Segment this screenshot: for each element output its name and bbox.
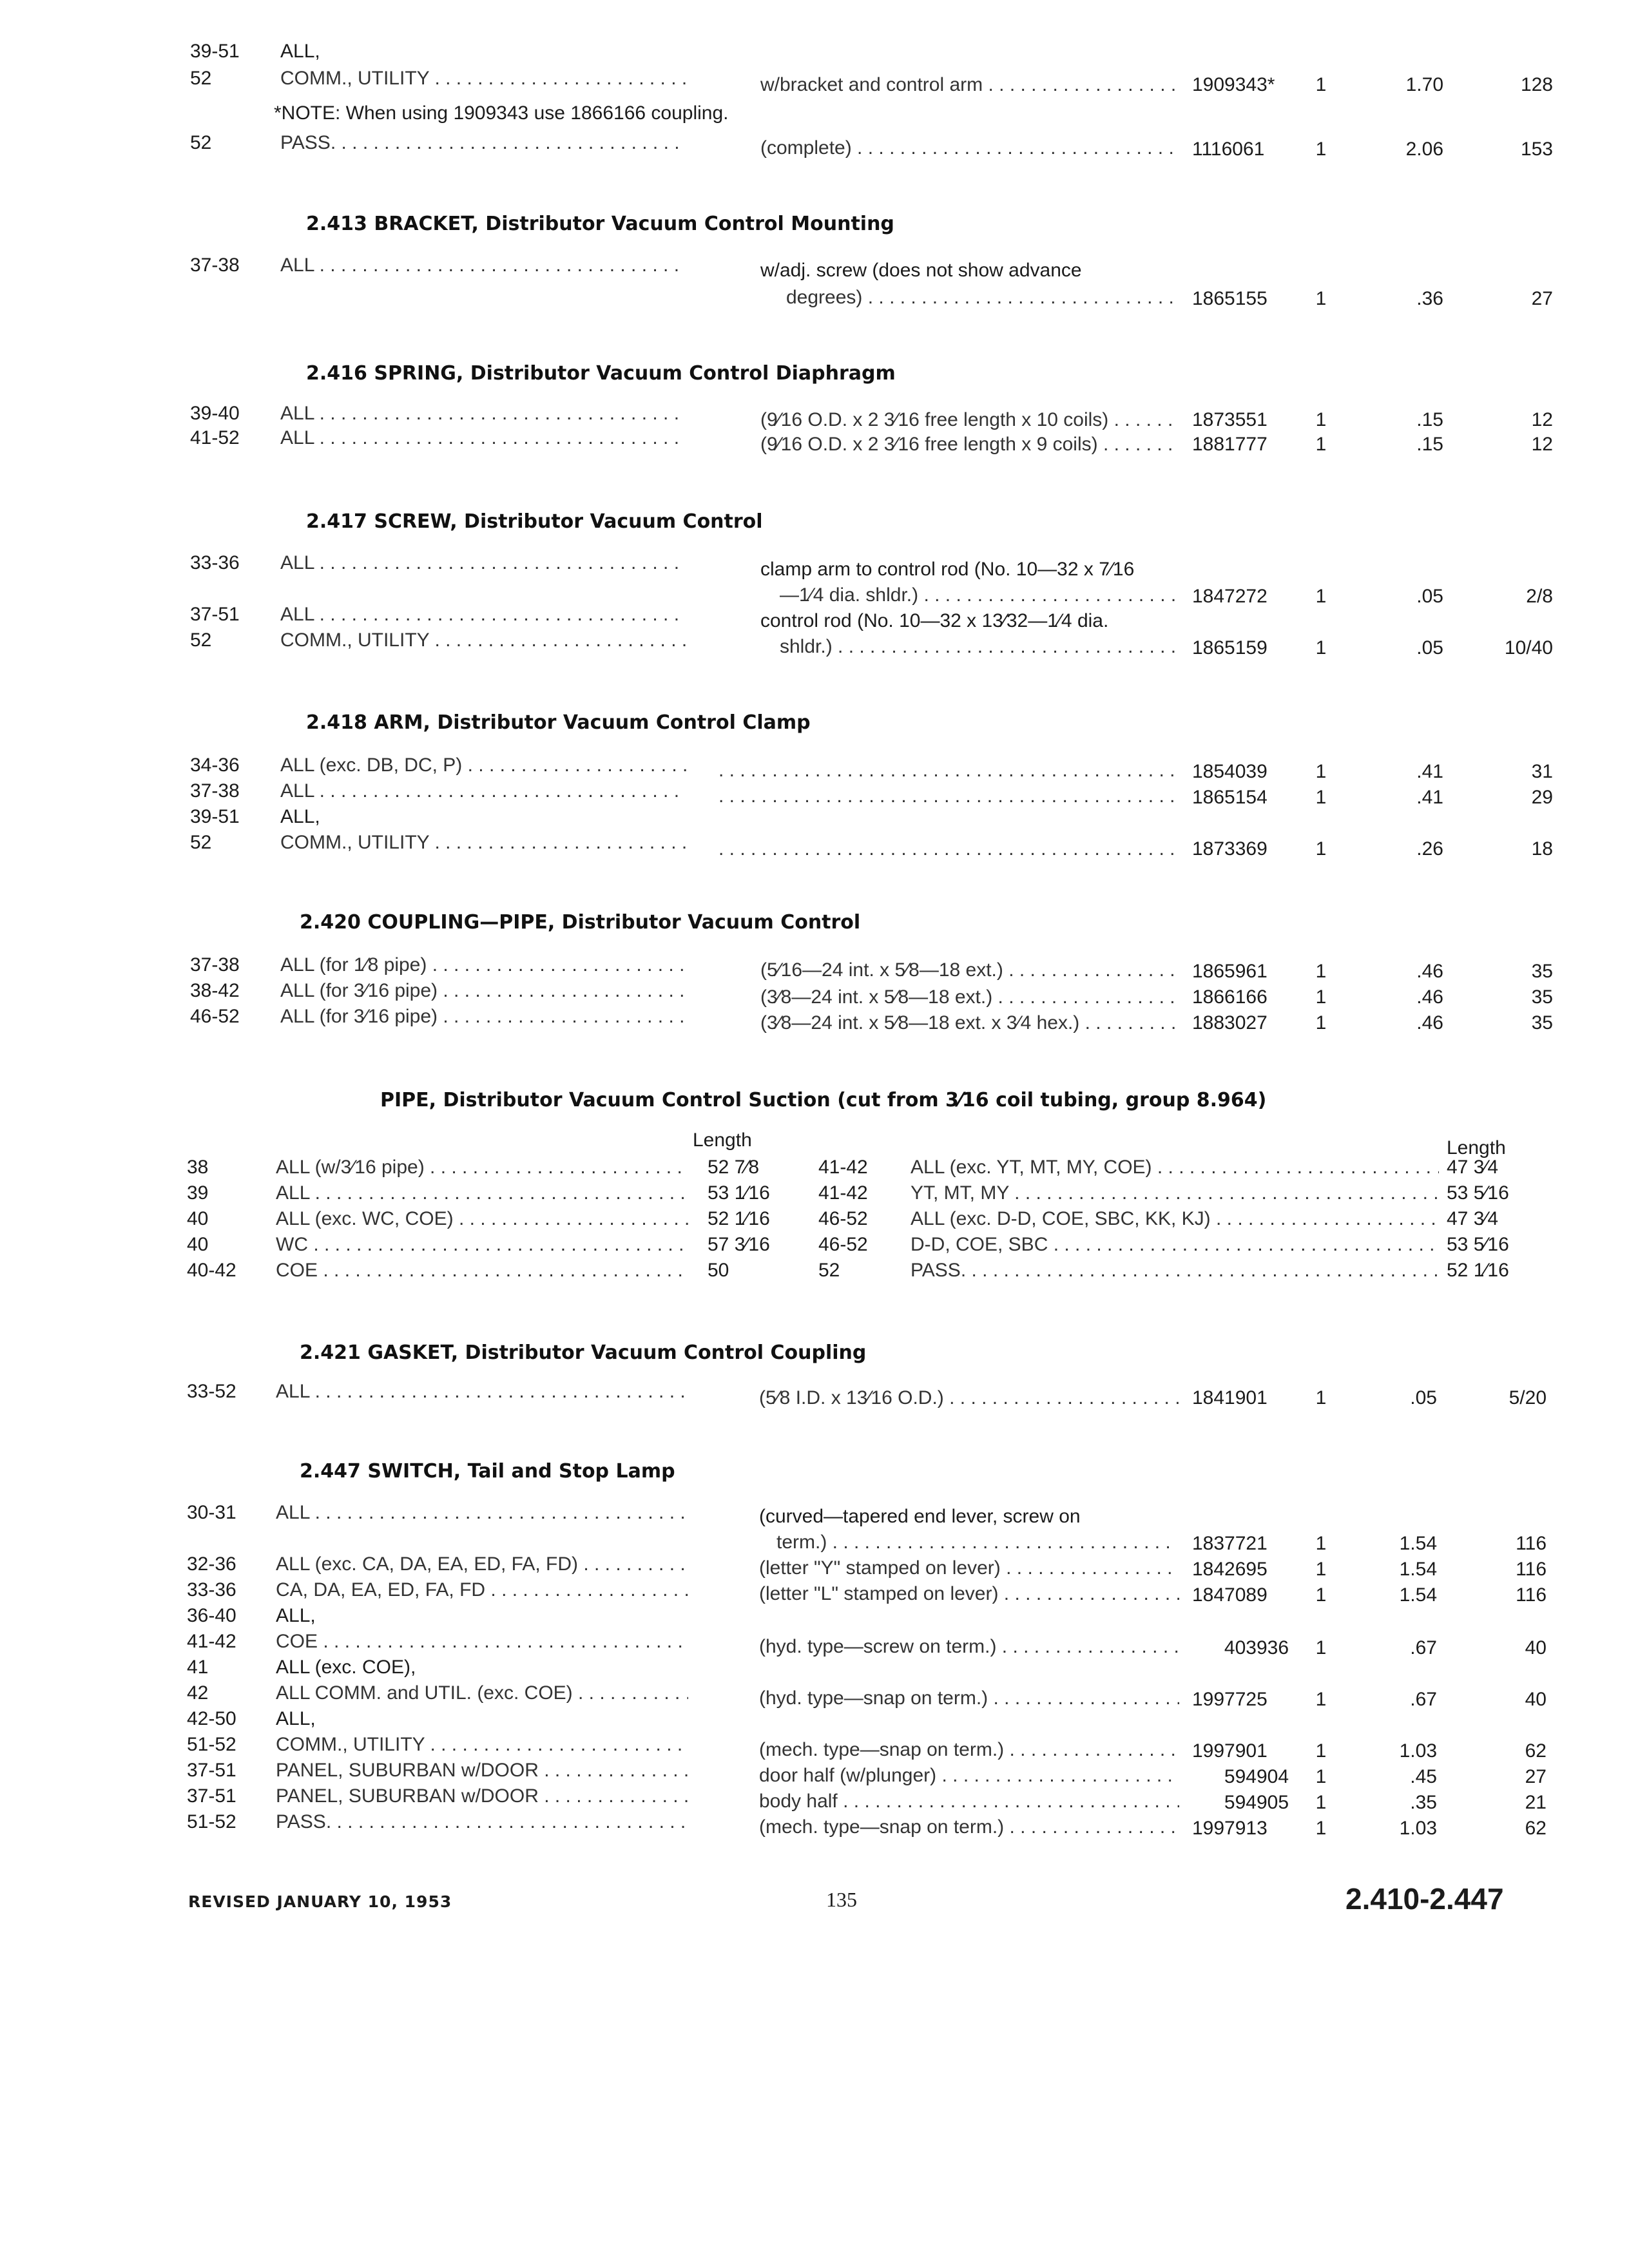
description-cell: clamp arm to control rod (No. 10—32 x 7⁄16	[760, 559, 1135, 580]
code: 40	[1525, 1637, 1547, 1658]
quantity: 1	[1315, 986, 1327, 1008]
years-cell: 52	[190, 68, 212, 89]
code: 62	[1525, 1740, 1547, 1762]
part-number: 1997725	[1192, 1689, 1268, 1710]
years-cell: 37-51	[187, 1760, 236, 1781]
description-cell: (letter "Y" stamped on lever) . . .	[759, 1557, 1179, 1580]
model-cell: PANEL, SUBURBAN w/DOOR . . .	[276, 1785, 688, 1808]
part-number: 1841901	[1192, 1387, 1268, 1408]
years-cell: 41-42	[818, 1157, 868, 1178]
length-value: 57 3⁄16	[708, 1234, 770, 1255]
code: 35	[1531, 986, 1553, 1008]
description-cell: (mech. type—snap on term.) . . .	[759, 1816, 1179, 1839]
part-number: 1865961	[1192, 961, 1268, 982]
price: .05	[1416, 637, 1443, 658]
quantity: 1	[1315, 1012, 1327, 1033]
quantity: 1	[1315, 1818, 1327, 1839]
description-cell: (hyd. type—screw on term.) . . .	[759, 1635, 1179, 1658]
model-cell: ALL . . .	[280, 402, 686, 425]
section-heading: 2.418 ARM, Distributor Vacuum Control Clamp	[306, 711, 811, 734]
section-heading: PIPE, Distributor Vacuum Control Suction (cut from 3⁄16 coil tubing, group 8.964)	[380, 1089, 1267, 1111]
section-heading: 2.447 SWITCH, Tail and Stop Lamp	[300, 1460, 675, 1483]
years-cell: 38	[187, 1157, 209, 1178]
years-cell: 42-50	[187, 1708, 236, 1729]
part-number: 1837721	[1192, 1533, 1268, 1554]
code: 29	[1531, 787, 1553, 808]
part-number: 1865154	[1192, 787, 1268, 808]
price: 1.03	[1399, 1740, 1437, 1762]
code: 35	[1531, 961, 1553, 982]
code: 116	[1516, 1559, 1547, 1580]
model-cell: PASS. . . .	[280, 131, 686, 155]
quantity: 1	[1315, 1559, 1327, 1580]
price: 1.70	[1405, 74, 1443, 95]
description-leader	[718, 838, 1179, 861]
quantity: 1	[1315, 1740, 1327, 1762]
years-cell: 39	[187, 1182, 209, 1204]
quantity: 1	[1315, 409, 1327, 430]
code: 116	[1516, 1584, 1547, 1606]
length-value: 53 5⁄16	[1447, 1182, 1509, 1204]
years-cell: 39-51	[190, 806, 240, 827]
years-cell: 41-42	[818, 1182, 868, 1204]
quantity: 1	[1315, 288, 1327, 309]
years-cell: 33-36	[187, 1579, 236, 1600]
code: 18	[1531, 838, 1553, 860]
description-cell: body half . . .	[759, 1790, 1179, 1813]
years-cell: 37-38	[190, 954, 240, 975]
years-cell: 32-36	[187, 1553, 236, 1575]
price: .41	[1416, 761, 1443, 782]
part-number: 1866166	[1192, 986, 1268, 1008]
price: .35	[1410, 1792, 1437, 1813]
years-cell: 40-42	[187, 1260, 236, 1281]
length-value: 47 3⁄4	[1447, 1157, 1499, 1178]
years-cell: 46-52	[818, 1208, 868, 1229]
years-cell: 37-38	[190, 255, 240, 276]
quantity: 1	[1315, 787, 1327, 808]
model-cell: CA, DA, EA, ED, FA, FD . . .	[276, 1579, 688, 1602]
years-cell: 51-52	[187, 1734, 236, 1755]
model-cell: ALL COMM. and UTIL. (exc. COE) . . .	[276, 1682, 688, 1705]
price: .36	[1416, 288, 1443, 309]
price: 2.06	[1405, 139, 1443, 160]
model-cell: ALL (exc. DB, DC, P) . . .	[280, 754, 686, 777]
price: .46	[1416, 1012, 1443, 1033]
price: .67	[1410, 1637, 1437, 1658]
length-value: 53 5⁄16	[1447, 1234, 1509, 1255]
model-cell: ALL,	[276, 1605, 316, 1626]
description-cell: (hyd. type—snap on term.) . . .	[759, 1687, 1179, 1710]
description-leader	[718, 785, 1179, 808]
model-cell: COMM., UTILITY . . .	[276, 1733, 688, 1756]
model-cell: COE . . .	[276, 1259, 688, 1282]
years-cell: 52	[190, 629, 212, 651]
model-cell: ALL (exc. CA, DA, EA, ED, FA, FD) . . .	[276, 1553, 688, 1576]
model-cell: ALL (for 3⁄16 pipe) . . .	[280, 979, 686, 1003]
section-range: 2.410-2.447	[1345, 1882, 1504, 1916]
price: .26	[1416, 838, 1443, 860]
quantity: 1	[1315, 1766, 1327, 1787]
price: .67	[1410, 1689, 1437, 1710]
quantity: 1	[1315, 1792, 1327, 1813]
description-cell: term.) . . .	[776, 1531, 1176, 1554]
length-value: 47 3⁄4	[1447, 1208, 1499, 1229]
part-number: 1842695	[1192, 1559, 1268, 1580]
quantity: 1	[1315, 586, 1327, 607]
section-heading: 2.413 BRACKET, Distributor Vacuum Control Mounting	[306, 213, 894, 235]
model-cell: ALL (for 3⁄16 pipe) . . .	[280, 1005, 686, 1028]
model-cell: YT, MT, MY . . .	[911, 1182, 1439, 1205]
description-cell: (5⁄16—24 int. x 5⁄8—18 ext.) . . .	[760, 959, 1179, 982]
model-cell: ALL . . .	[280, 780, 686, 803]
price: .46	[1416, 986, 1443, 1008]
model-cell: ALL . . .	[280, 427, 686, 450]
years-cell: 51-52	[187, 1811, 236, 1832]
part-number: 1909343*	[1192, 74, 1275, 95]
code: 27	[1531, 288, 1553, 309]
years-cell: 37-51	[190, 604, 240, 625]
quantity: 1	[1315, 434, 1327, 455]
code: 116	[1516, 1533, 1547, 1554]
quantity: 1	[1315, 1387, 1327, 1408]
price: .05	[1416, 586, 1443, 607]
years-cell: 39-51	[190, 41, 240, 62]
years-cell: 46-52	[818, 1234, 868, 1255]
part-number: 1116061	[1192, 139, 1265, 160]
model-cell: COMM., UTILITY . . .	[280, 629, 686, 652]
model-cell: COMM., UTILITY . . .	[280, 831, 686, 854]
part-number: 1854039	[1192, 761, 1268, 782]
description-cell: —1⁄4 dia. shldr.) . . .	[780, 584, 1179, 607]
code: 21	[1525, 1792, 1547, 1813]
price: .41	[1416, 787, 1443, 808]
note-text: *NOTE: When using 1909343 use 1866166 coupling.	[274, 102, 729, 124]
part-number: 1865155	[1192, 288, 1268, 309]
part-number: 1883027	[1192, 1012, 1268, 1033]
part-number: 1997913	[1192, 1818, 1268, 1839]
model-cell: ALL . . .	[280, 603, 686, 626]
model-cell: ALL (w/3⁄16 pipe) . . .	[276, 1156, 688, 1179]
part-number: 403936	[1224, 1637, 1289, 1658]
code: 40	[1525, 1689, 1547, 1710]
description-cell: degrees) . . .	[786, 286, 1179, 309]
model-cell: ALL . . .	[276, 1501, 688, 1524]
quantity: 1	[1315, 1637, 1327, 1658]
quantity: 1	[1315, 139, 1327, 160]
code: 35	[1531, 1012, 1553, 1033]
quantity: 1	[1315, 961, 1327, 982]
price: .05	[1410, 1387, 1437, 1408]
part-number: 1847089	[1192, 1584, 1268, 1606]
description-leader	[718, 759, 1179, 782]
years-cell: 46-52	[190, 1006, 240, 1027]
quantity: 1	[1315, 637, 1327, 658]
length-value: 53 1⁄16	[708, 1182, 770, 1204]
description-cell: (9⁄16 O.D. x 2 3⁄16 free length x 10 coils) . . .	[760, 408, 1179, 432]
quantity: 1	[1315, 74, 1327, 95]
section-heading: 2.416 SPRING, Distributor Vacuum Control Diaphragm	[306, 362, 896, 385]
section-heading: 2.420 COUPLING—PIPE, Distributor Vacuum Control	[300, 911, 861, 934]
years-cell: 41-42	[187, 1631, 236, 1652]
model-cell: ALL (exc. YT, MT, MY, COE) . . .	[911, 1156, 1439, 1179]
description-cell: (complete) . . .	[760, 137, 1179, 160]
years-cell: 37-51	[187, 1785, 236, 1807]
description-cell: (curved—tapered end lever, screw on	[759, 1506, 1081, 1527]
model-cell: ALL,	[280, 806, 320, 827]
section-heading: 2.417 SCREW, Distributor Vacuum Control	[306, 510, 763, 533]
description-cell: w/bracket and control arm . . .	[760, 73, 1179, 97]
years-cell: 41-52	[190, 427, 240, 448]
years-cell: 39-40	[190, 403, 240, 424]
model-cell: ALL (exc. COE),	[276, 1657, 416, 1678]
price: .46	[1416, 961, 1443, 982]
years-cell: 52	[818, 1260, 840, 1281]
part-number: 594905	[1224, 1792, 1289, 1813]
length-value: 52 7⁄8	[708, 1157, 760, 1178]
part-number: 1873369	[1192, 838, 1268, 860]
code: 31	[1531, 761, 1553, 782]
model-cell: ALL (exc. D-D, COE, SBC, KK, KJ) . . .	[911, 1207, 1439, 1231]
years-cell: 33-36	[190, 552, 240, 573]
length-value: 52 1⁄16	[1447, 1260, 1509, 1281]
part-number: 1847272	[1192, 586, 1268, 607]
model-cell: ALL (exc. WC, COE) . . .	[276, 1207, 688, 1231]
description-cell: (3⁄8—24 int. x 5⁄8—18 ext.) . . .	[760, 986, 1179, 1009]
years-cell: 52	[190, 832, 212, 853]
price: 1.03	[1399, 1818, 1437, 1839]
model-cell: COE . . .	[276, 1630, 688, 1653]
years-cell: 34-36	[190, 754, 240, 776]
quantity: 1	[1315, 761, 1327, 782]
model-cell: COMM., UTILITY . . .	[280, 67, 686, 90]
code: 12	[1531, 409, 1553, 430]
model-cell: PANEL, SUBURBAN w/DOOR . . .	[276, 1759, 688, 1782]
part-number: 1865159	[1192, 637, 1268, 658]
part-number: 1997901	[1192, 1740, 1268, 1762]
model-cell: WC . . .	[276, 1233, 688, 1256]
price: 1.54	[1399, 1584, 1437, 1606]
quantity: 1	[1315, 1533, 1327, 1554]
length-value: 52 1⁄16	[708, 1208, 770, 1229]
quantity: 1	[1315, 1584, 1327, 1606]
length-value: 50	[708, 1260, 729, 1281]
description-cell: w/adj. screw (does not show advance	[760, 260, 1082, 281]
code: 12	[1531, 434, 1553, 455]
description-cell: (5⁄8 I.D. x 13⁄16 O.D.) . . .	[759, 1387, 1179, 1410]
description-cell: (3⁄8—24 int. x 5⁄8—18 ext. x 3⁄4 hex.) . . .	[760, 1012, 1179, 1035]
part-number: 1873551	[1192, 409, 1268, 430]
length-header: Length	[1447, 1137, 1506, 1158]
code: 62	[1525, 1818, 1547, 1839]
description-cell: (mech. type—snap on term.) . . .	[759, 1738, 1179, 1762]
length-header: Length	[693, 1129, 752, 1151]
years-cell: 40	[187, 1234, 209, 1255]
description-cell: (9⁄16 O.D. x 2 3⁄16 free length x 9 coils) . . .	[760, 433, 1179, 456]
quantity: 1	[1315, 1689, 1327, 1710]
description-cell: shldr.) . . .	[780, 635, 1179, 658]
quantity: 1	[1315, 838, 1327, 860]
model-cell: ALL (for 1⁄8 pipe) . . .	[280, 954, 686, 977]
price: .45	[1410, 1766, 1437, 1787]
model-cell: PASS. . . .	[276, 1811, 688, 1834]
price: 1.54	[1399, 1559, 1437, 1580]
years-cell: 30-31	[187, 1502, 236, 1523]
model-cell: ALL . . .	[276, 1380, 688, 1403]
price: 1.54	[1399, 1533, 1437, 1554]
price: .15	[1416, 409, 1443, 430]
page-number: 135	[826, 1888, 857, 1911]
years-cell: 40	[187, 1208, 209, 1229]
years-cell: 33-52	[187, 1381, 236, 1402]
years-cell: 41	[187, 1657, 209, 1678]
model-cell: ALL,	[276, 1708, 316, 1729]
years-cell: 38-42	[190, 980, 240, 1001]
years-cell: 52	[190, 132, 212, 153]
years-cell: 37-38	[190, 780, 240, 802]
part-number: 594904	[1224, 1766, 1289, 1787]
model-cell: ALL,	[280, 41, 320, 62]
code: 10/40	[1504, 637, 1553, 658]
description-cell: control rod (No. 10—32 x 13⁄32—1⁄4 dia.	[760, 610, 1109, 631]
code: 27	[1525, 1766, 1547, 1787]
model-cell: PASS. . . .	[911, 1259, 1439, 1282]
years-cell: 42	[187, 1682, 209, 1704]
model-cell: D-D, COE, SBC . . .	[911, 1233, 1439, 1256]
code: 153	[1520, 139, 1553, 160]
price: .15	[1416, 434, 1443, 455]
revision-date: REVISED JANUARY 10, 1953	[188, 1892, 452, 1911]
description-cell: door half (w/plunger) . . .	[759, 1764, 1179, 1787]
description-cell: (letter "L" stamped on lever) . . .	[759, 1582, 1179, 1606]
model-cell: ALL . . .	[276, 1182, 688, 1205]
part-number: 1881777	[1192, 434, 1268, 455]
model-cell: ALL . . .	[280, 552, 686, 575]
code: 2/8	[1526, 586, 1553, 607]
code: 128	[1520, 74, 1553, 95]
model-cell: ALL . . .	[280, 254, 686, 277]
section-heading: 2.421 GASKET, Distributor Vacuum Control Coupling	[300, 1341, 867, 1364]
years-cell: 36-40	[187, 1605, 236, 1626]
code: 5/20	[1509, 1387, 1547, 1408]
